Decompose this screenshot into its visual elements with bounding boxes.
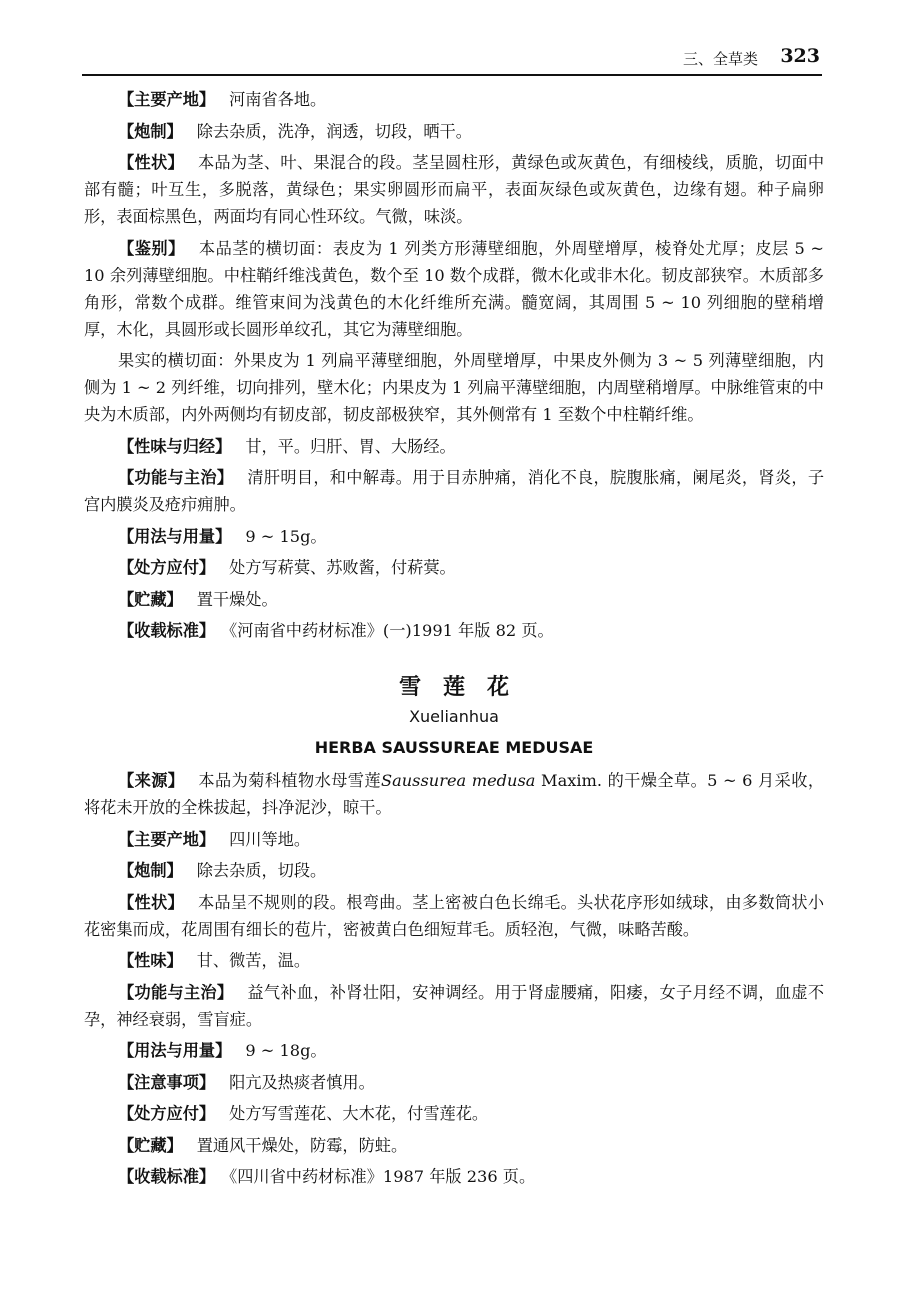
entry-label: 【收载标准】 [118,621,216,640]
section-title: 三、全草类 [682,50,758,68]
entry-label: 【贮藏】 [118,1135,183,1155]
entry-processing [84,118,824,145]
entry-text: 本品为菊科植物水母雪莲 [198,771,382,790]
entry-dosage [84,523,824,550]
entry-label: 【处方应付】 [118,558,216,577]
entry-label: 【用法与用量】 [118,1041,232,1060]
entry-text: 益气补血，补肾壮阳，安神调经。用于肾虚腰痛，阳痿，女子月经不调，血虚不孕，神经衰弱，雪盲症。 [84,982,825,1029]
entry-text: 除去杂质，洗净，润透，切段，晒干。 [196,121,472,141]
entry-text: 处方写菥蓂、苏败酱，付菥蓂。 [229,558,456,577]
entry-storage [84,586,824,613]
entry-text: 9 ~ 18g。 [245,1041,327,1060]
entry-label: 【主要产地】 [118,90,216,109]
entry-prescription [84,554,824,581]
entry-precautions [84,1069,824,1096]
entry-label: 【性味与归经】 [118,436,232,456]
entry-prescription [84,1100,824,1127]
entry-label: 【来源】 [118,771,185,790]
entry-text: 甘，平。归肝、胃、大肠经。 [245,436,456,456]
entry-text: 《河南省中药材标准》(一)1991 年版 82 页。 [229,621,554,640]
entry-taste-meridian [84,433,824,460]
entry-production [84,826,824,853]
entry-text: Maxim. 的干燥全草。5 ~ 6 月采收，将花未开放的全株拔起，抖净泥沙，晾干。 [84,771,825,817]
entry-text: 四川等地。 [229,829,311,849]
page-number: 323 [780,45,820,67]
entry-text: 甘、微苦，温。 [196,951,311,970]
entry-label: 【处方应付】 [118,1104,216,1123]
entry-identification [84,235,824,343]
herb-latin-name: HERBA SAUSSUREAE MEDUSAE [314,738,594,757]
entry-label: 【注意事项】 [118,1072,216,1092]
entry-text: 本品呈不规则的段。根弯曲。茎上密被白色长绵毛。头状花序形如绒球，由多数筒状小花密集而成，花周围有细长的苞片，密被黄白色细短茸毛。质轻泡，气微，味略苦酸。 [84,892,825,939]
entry-text: 本品为茎、叶、果混合的段。茎呈圆柱形，黄绿色或灰黄色，有细棱线，质脆，切面中部有髓；叶互生，多脱落，黄绿色；果实卵圆形而扁平，表面灰绿色或灰黄色，边缘有翅。种子扁卵形，表面棕黑色，两面均有同心性环纹。气微，味淡。 [84,153,825,226]
entry-standard [84,617,824,644]
entry-label: 【收载标准】 [118,1167,216,1186]
entry-characteristics [84,889,824,943]
entry-text: 河南省各地。 [229,90,327,109]
entry-label: 【性状】 [118,153,184,172]
species-name: Saussurea medusa [381,771,536,790]
entry-processing [84,857,824,884]
entry-label: 【贮藏】 [118,589,183,609]
entry-text: 置干燥处。 [196,589,278,609]
entry-functions [84,464,824,518]
entry-characteristics [84,149,824,230]
entry-text: 清肝明目，和中解毒。用于目赤肿痛，消化不良，脘腹胀痛，阑尾炎，肾炎，子宫内膜炎及疮疖痈肿。 [84,468,825,514]
entry-label: 【炮制】 [118,861,183,880]
entry-label: 【用法与用量】 [118,526,232,546]
entry-label: 【主要产地】 [118,829,216,849]
entry-label: 【性味】 [118,951,183,970]
entry-dosage [84,1037,824,1064]
entry-standard [84,1163,824,1190]
herb-title: 雪莲花 [398,675,531,700]
page-body [84,86,824,1195]
entry-label: 【功能与主治】 [118,468,234,487]
entry-text: 《四川省中药材标准》1987 年版 236 页。 [229,1167,536,1186]
entry-taste [84,947,824,974]
entry-text: 置通风干燥处，防霉，防蛀。 [196,1135,408,1155]
entry-text: 阳亢及热痰者慎用。 [229,1072,375,1092]
entry-text: 9 ~ 15g。 [245,526,327,546]
entry-text: 除去杂质，切段。 [196,861,327,880]
entry-production [84,86,824,113]
entry-label: 【性状】 [118,892,184,912]
fruit-cross-section-paragraph: 果实的横切面：外果皮为 1 列扁平薄壁细胞，外周壁增厚，中果皮外侧为 3 ~ 5 列薄壁细胞，内侧为 1 ~ 2 列纤维，切向排列，壁木化；内果皮为 1 列扁平薄壁细胞，内周壁稍增厚。中脉维管束的中央为木质部，内外两侧均有韧皮部，韧皮部极狭窄，其外侧常有 1 至数个中柱鞘纤维。 [84,351,824,424]
entry-label: 【炮制】 [118,121,183,141]
herb-pinyin: Xuelianhua [409,707,499,726]
entry-text: 处方写雪莲花、大木花，付雪莲花。 [229,1104,489,1123]
entry-storage [84,1132,824,1159]
entry-label: 【鉴别】 [118,238,185,258]
entry-source [84,767,824,821]
entry-functions [84,979,824,1033]
running-header [82,40,822,76]
entry-text: 本品茎的横切面：表皮为 1 列类方形薄壁细胞，外周壁增厚，棱脊处尤厚；皮层 5 ~ 10 余列薄壁细胞。中柱鞘纤维浅黄色，数个至 10 数个成群，微木化或非木化。韧皮部狭窄。木质部多角形，常数个成群。维管束间为浅黄色的木化纤维所充满。髓宽阔，其周围 5 ~ 10 列细胞的壁稍增厚，木化，具圆形或长圆形单纹孔，其它为薄壁细胞。 [84,238,824,339]
entry-label: 【功能与主治】 [118,982,234,1002]
